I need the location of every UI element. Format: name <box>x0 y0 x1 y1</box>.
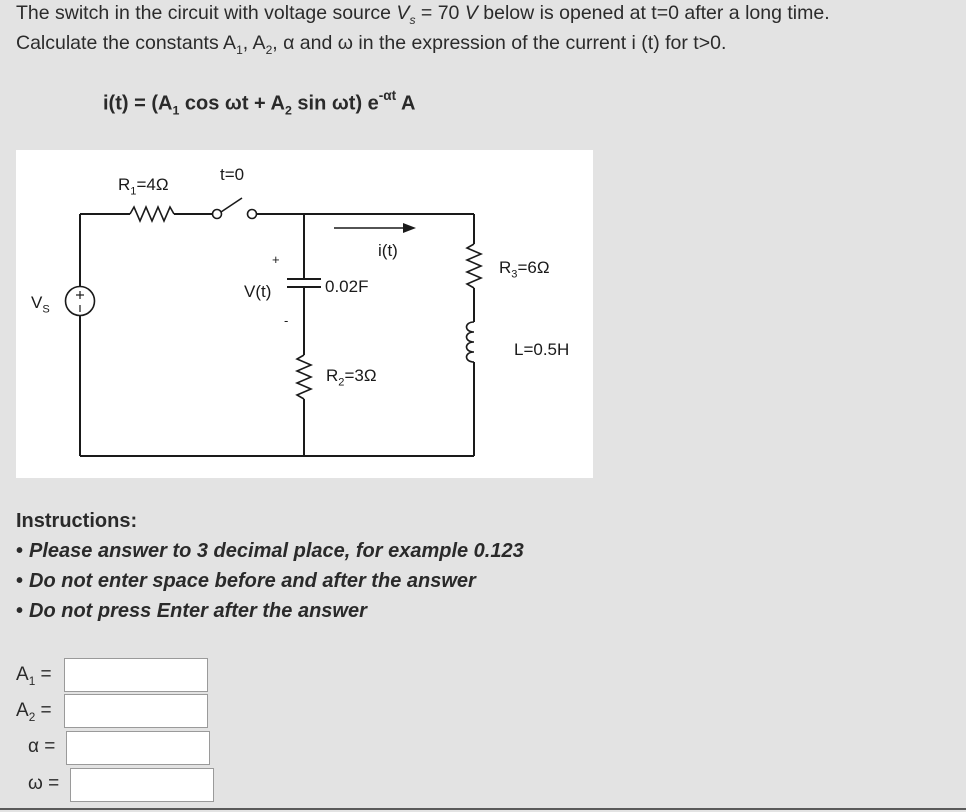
omega-label-text: ω <box>28 773 43 794</box>
plus-label: + <box>272 252 280 267</box>
omega-label-eq: = <box>42 773 60 794</box>
q2-sub1: 1 <box>236 42 243 57</box>
bottom-divider <box>0 808 966 810</box>
instruction-item <box>16 540 524 563</box>
q2-text-a: Calculate the constants A <box>16 32 237 54</box>
formula-s2: 2 <box>284 103 292 118</box>
minus-label: - <box>284 313 289 328</box>
circuit-diagram <box>16 150 593 478</box>
vs-label <box>31 293 50 315</box>
a2-label-text: A <box>16 700 29 721</box>
formula-s1: 1 <box>172 103 180 118</box>
r1-resistor <box>130 207 174 221</box>
q1-text-c: below is opened at t=0 after a long time. <box>477 2 830 24</box>
r3-label <box>499 258 550 280</box>
instruction-bullet: • <box>16 600 24 622</box>
instructions-title: Instructions: <box>16 510 138 532</box>
vs-label-sub: S <box>42 303 50 316</box>
q2-sub2: 2 <box>265 42 273 57</box>
current-formula <box>103 90 415 118</box>
a2-label-eq: = <box>35 700 52 721</box>
instruction-item <box>16 570 476 593</box>
cap-label: 0.02F <box>325 277 369 296</box>
instruction-text: Please answer to 3 decimal place, for example 0.123 <box>29 540 524 562</box>
alpha-label <box>28 736 55 758</box>
instruction-item <box>16 600 367 623</box>
omega-input[interactable] <box>70 768 214 802</box>
instruction-text: Do not enter space before and after the answer <box>29 570 476 592</box>
a1-label-text: A <box>16 664 29 685</box>
alpha-input[interactable] <box>66 731 210 765</box>
current-arrow-head <box>403 223 416 233</box>
a1-label-sub: 1 <box>28 674 36 688</box>
r1-label <box>118 175 169 197</box>
formula-d: A <box>396 92 416 115</box>
question-line-1 <box>16 2 830 27</box>
q1-vs: V <box>396 2 410 24</box>
switch-right-contact <box>248 210 257 219</box>
formula-c: sin ωt) e <box>291 92 379 115</box>
q1-vs-sub: s <box>409 12 416 27</box>
r1-label-a: R <box>118 175 131 194</box>
question-line-2 <box>16 32 726 57</box>
a1-label <box>16 664 52 688</box>
switch-label: t=0 <box>220 165 245 184</box>
r2-label-sub: 2 <box>338 376 345 389</box>
vt-label: V(t) <box>244 282 272 301</box>
switch-left-contact <box>213 210 222 219</box>
a2-input[interactable] <box>64 694 208 728</box>
r2-label-a: R <box>326 366 339 385</box>
omega-label <box>28 773 59 795</box>
instruction-bullet: • <box>16 540 24 562</box>
q1-text-b: = 70 <box>415 2 465 24</box>
r2-resistor <box>297 355 311 399</box>
r1-label-sub: 1 <box>130 185 137 198</box>
r3-label-sub: 3 <box>511 268 518 281</box>
formula-a: i(t) = (A <box>103 92 173 115</box>
r2-label <box>326 366 377 388</box>
inductor-label: L=0.5H <box>514 340 570 359</box>
a2-label-sub: 2 <box>28 710 36 724</box>
alpha-label-eq: = <box>38 736 56 757</box>
a1-input[interactable] <box>64 658 208 692</box>
r3-label-a: R <box>499 258 512 277</box>
inductor <box>467 322 475 362</box>
formula-b: cos ωt + A <box>179 92 285 115</box>
r3-resistor <box>467 244 481 288</box>
vs-label-a: V <box>31 293 43 312</box>
q1-text-a: The switch in the circuit with voltage source <box>16 2 397 24</box>
q1-unit: V <box>464 2 478 24</box>
circuit-svg <box>16 150 593 478</box>
r2-label-b: =3Ω <box>344 366 377 385</box>
alpha-label-text: α <box>28 736 39 757</box>
r3-label-b: =6Ω <box>517 258 550 277</box>
formula-sup: -αt <box>378 88 397 103</box>
a1-label-eq: = <box>35 664 52 685</box>
instruction-bullet: • <box>16 570 24 592</box>
a2-label <box>16 700 52 724</box>
instruction-text: Do not press Enter after the answer <box>29 600 367 622</box>
q2-text-b: , A <box>242 32 266 54</box>
q2-text-c: , α and ω in the expression of the current i (t) for t>0. <box>272 32 727 54</box>
current-label: i(t) <box>378 241 398 260</box>
r1-label-b: =4Ω <box>136 175 169 194</box>
switch-blade <box>221 198 242 212</box>
